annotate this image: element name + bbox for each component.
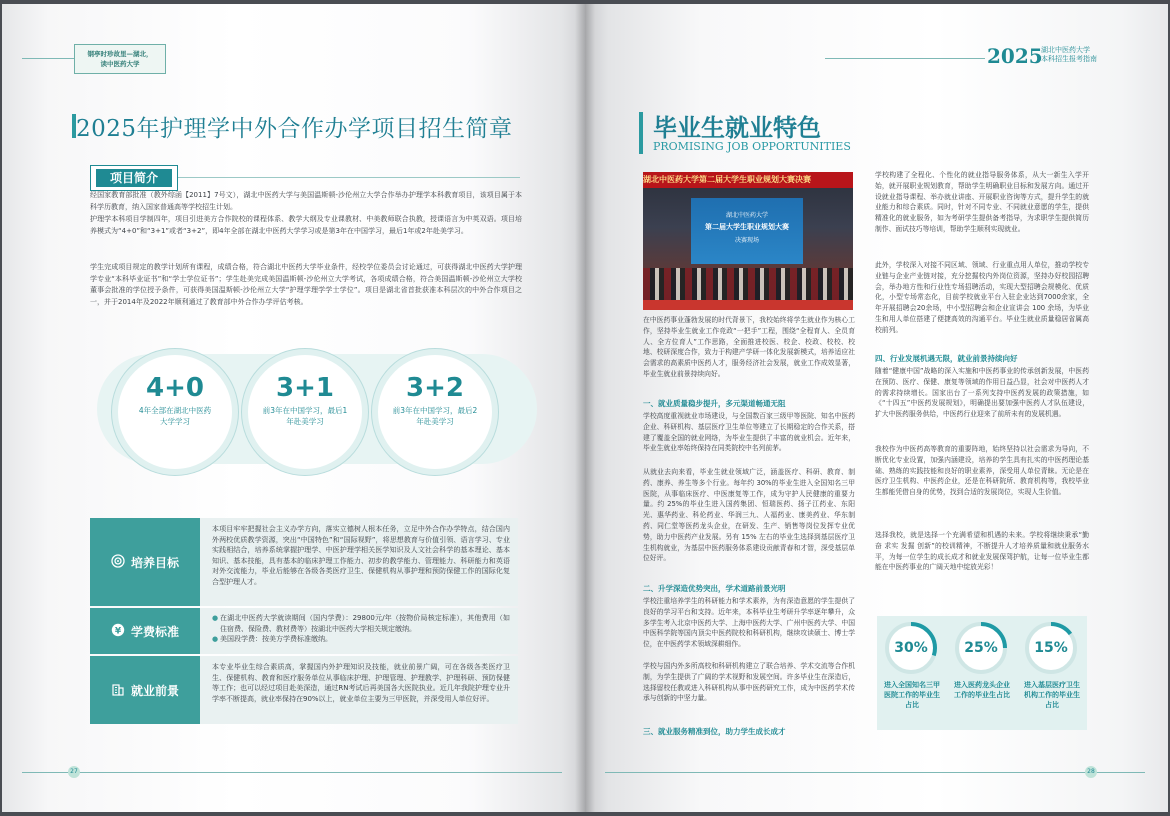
event-photo — [643, 172, 853, 310]
col1-para-1b: 从就业去向来看，毕业生就业领域广泛，涵盖医疗、科研、教育、制药、康养、养生等多个行业。每年约 30%的毕业生进入全国知名三甲医院，从事临床医疗、中医康复等工作，成为守护人民健康的重要力量。约 25%的毕业生进入国药集团、恒瑞医药、扬子江药业、东阳光、惠华药业、科伦药业、华润三九、人福药业、康美药业、华东制药、同仁堂等医药龙头企业，在研发、生产、销售等岗位发挥专业优势，助力中医药产业发展。另有 15% 左右的毕业生选择到基层医疗卫生机构就业，为基层中医药服务体系建设贡献青春和才智，深受基层单位好评。 — [643, 468, 855, 563]
page-number-right: 28 — [1085, 766, 1097, 778]
row-body-tuition — [200, 608, 518, 654]
photo-banner: 湖北中医药大学第二届大学生职业规划大赛决赛 — [643, 172, 853, 188]
mode-3plus2-desc: 前3年在中国学习，最后2年赴美学习 — [392, 406, 478, 426]
footer-rule — [22, 772, 562, 773]
tuition-bullet-2-text: 美国段学费：按美方学费标准缴纳。 — [220, 635, 332, 644]
page-number-left: 27 — [68, 766, 80, 778]
header-school — [1041, 46, 1097, 64]
header-tag-line1: 钢亭时珍故里—湖北， — [87, 50, 153, 58]
photo-screen-line2: 第二届大学生职业规划大赛 — [705, 223, 789, 231]
row-body-employment: 本专业毕业生综合素质高，掌握国内外护理知识及技能，就业前景广阔，可在各级各类医疗卫生、保健机构、教育和医疗服务单位从事临床护理、护理管理、护理教学、护理科研、预防保健等工作；也可以经过项目赴美深造，通过RN考试后再美国各大医院执业。近几年我院护理专业升学率不断提高，就业率保持在90%以上，就业单位主要为三甲医院，并深受用人单位好评。 — [200, 656, 518, 724]
stat-1-value: 30% — [894, 640, 928, 656]
row-label-employment-text: 就业前景 — [130, 683, 179, 698]
brochure-spread — [2, 4, 1168, 812]
stat-1 — [883, 620, 939, 676]
stat-3 — [1023, 620, 1079, 676]
row-label-tuition — [90, 608, 200, 654]
photo-stage-flowers — [643, 300, 853, 310]
header-rule — [22, 58, 74, 59]
col2-para-3: 随着“健康中国”战略的深入实施和中医药事业的传承创新发展，中医药在预防、医疗、保健、康复等领域的作用日益凸显，社会对中医药人才的需求持续增长。国家出台了一系列支持中医药发展的政策措施，如《“十四五”中医药发展规划》，明确提出要加强中医药人才队伍建设，扩大中医药服务供给，中医药行业迎来了前所未有的发展机遇。 — [875, 367, 1089, 419]
svg-text:¥: ¥ — [114, 625, 122, 636]
mode-3plus1-label: 3+1 — [276, 373, 334, 403]
col2-para-5: 选择我校，就是选择一个充满希望和机遇的未来。学校将继续秉承“勤奋 求实 发掘 创新”的校训精神，不断提升人才培养质量和就业服务水平，为每一位学生的成长成才和就业发展保驾护航，让每一位毕业生都能在中医药事业的广阔天地中绽放光彩！ — [875, 531, 1089, 572]
yuan-icon — [111, 623, 125, 640]
subhead-2: 二、升学深造优势突出，学术道路前景光明 — [643, 584, 786, 593]
spine-shadow — [575, 4, 595, 812]
target-icon — [111, 554, 125, 571]
row-body-training-goal: 本项目牢牢把握社会主义办学方向，落实立德树人根本任务，立足中外合作办学特点，结合国内外两校优质教学资源，突出“中国特色”和“国际视野”，将思想教育与价值引领、语言学习、专业实践相结合，培养系统掌握护理学、中医护理学相关医学知识及人文社会科学的基本理论、基本知识、基本技能，具有基本的临床护理工作能力、初步的教学能力、管理能力、科研能力和英语对外交流能力，毕业后能够在各级各类医疗卫生、保健机构从事护理和预防保健工作的国际化复合型护理人才。 — [200, 518, 518, 606]
right-page-subtitle: PROMISING JOB OPPORTUNITIES — [653, 140, 851, 153]
stat-1-desc: 进入全国知名三甲医院工作的毕业生占比 — [884, 681, 940, 709]
mode-circle-3plus1 — [242, 349, 368, 475]
stat-2-desc: 进入医药龙头企业工作的毕业生占比 — [954, 681, 1010, 699]
header-year: 2025 — [987, 44, 1043, 68]
photo-screen — [691, 198, 803, 264]
col1-para-2a: 学校注重培养学生的科研能力和学术素养，为有深造意愿的学生提供了良好的学习平台和支持。近年来，本科毕业生考研升学率逐年攀升，众多学生考入北京中医药大学、上海中医药大学、广州中医药大学、中国中医科学院等国内顶尖中医药院校和科研机构，继续攻读硕士、博士学位，在中医药学术领域深耕细作。 — [643, 597, 855, 649]
section-label — [90, 165, 178, 191]
left-page — [2, 4, 585, 812]
header-tag-line2: 读中医药大学 — [100, 60, 140, 68]
mode-4plus0-desc: 4年全部在湖北中医药大学学习 — [138, 406, 212, 426]
stat-2-value: 25% — [964, 640, 998, 656]
row-label-tuition-text: 学费标准 — [130, 624, 179, 639]
tuition-bullet-1: ● 在湖北中医药大学就读期间（国内学费）：29800元/年（按物价局核定标准），其他费用（如住宿费、保险费、教材费等）按湖北中医药大学相关规定缴纳。 — [212, 614, 510, 633]
right-page-title: 毕业生就业特色 — [653, 113, 821, 142]
stat-3-value: 15% — [1034, 640, 1068, 656]
footer-rule-right — [605, 772, 1145, 773]
stat-2 — [953, 620, 1009, 676]
col2-para-1: 学校构建了全程化、个性化的就业指导服务体系，从大一新生入学开始，就开展职业规划教育，帮助学生明确职业目标和发展方向。通过开设就业指导课程、举办就业讲座、开展职业咨询等方式，提升学生的就业能力和综合素质。同时，针对不同专业、不同就业意愿的学生，提供精准化的就业服务，如为考研学生提供备考指导，为求职学生提供简历制作、面试技巧等培训，帮助学生顺利实现就业。 — [875, 171, 1089, 233]
tuition-bullet-2: ● 美国段学费：按美方学费标准缴纳。 — [212, 635, 332, 644]
intro-paragraph-1: 经国家教育部批准（教外综函【2011】7号文），湖北中医药大学与美国温斯顿-沙伦州立大学合作举办护理学本科教育项目，该项目属于本科学历教育，纳入国家普通高等学校招生计划。 — [90, 191, 522, 211]
header-school-line1: 湖北中医药大学 — [1041, 46, 1090, 54]
header-rule-right — [825, 58, 985, 59]
tuition-bullet-1-text: 在湖北中医药大学就读期间（国内学费）：29800元/年（按物价局核定标准），其他费用（如住宿费、保险费、教材费等）按湖北中医药大学相关规定缴纳。 — [220, 614, 510, 633]
intro-paragraph-3: 学生完成项目规定的教学计划所有课程，成绩合格，符合湖北中医药大学毕业条件，经校学位委员会讨论通过，可获得湖北中医药大学护理学专业“本科毕业证书”和“学士学位证书”；学生赴美完成美国温斯顿-沙伦州立大学考试，各项成绩合格，符合美国温斯顿-沙伦州立大学校董事会批准的学位授予条件，可获得美国温斯顿-沙伦州立大学“护理学理学学士学位”。项目是湖北省首批获准本科层次的中外合作项目之一，并于2014年及2022年顺利通过了教育部中外合作办学评估考核。 — [90, 263, 522, 306]
col1-para-2b: 学校与国内外多所高校和科研机构建立了联合培养、学术交流等合作机制，为学生提供了广阔的学术视野和发展空间。许多毕业生在深造后，选择留校任教或进入科研机构从事中医药研究工作，成为中医药学术传承与创新的中坚力量。 — [643, 662, 855, 703]
mode-circle-3plus2 — [372, 349, 498, 475]
right-page — [585, 4, 1168, 812]
header-school-line2: 本科招生报考指南 — [1041, 55, 1097, 63]
page-title: 2025年护理学中外合作办学项目招生简章 — [76, 116, 513, 142]
subhead-3: 三、就业服务精准到位，助力学生成长成才 — [643, 727, 786, 736]
intro-paragraph-2: 护理学本科项目学制四年，项目引进美方合作院校的课程体系、教学大纲及专业课教材、中美教师联合执教，授课语言为中英双语。项目培养模式为“4+0”和“3+1”或者“3+2”，即4年全部在湖北中医药大学学习或是第3年在中国学习，最后1年或2年赴美学习。 — [90, 215, 522, 235]
photo-screen-line1: 湖北中医药大学 — [725, 212, 768, 219]
header-tag — [74, 44, 166, 74]
subhead-1: 一、就业质量稳步提升，多元渠道畅通无阻 — [643, 399, 786, 408]
row-label-training-goal-text: 培养目标 — [130, 555, 179, 570]
building-icon — [111, 682, 125, 699]
subhead-4: 四、行业发展机遇无限，就业前景持续向好 — [875, 354, 1018, 363]
stat-3-desc: 进入基层医疗卫生机构工作的毕业生占比 — [1024, 681, 1080, 709]
mode-3plus2-label: 3+2 — [406, 373, 464, 403]
photo-screen-line3: 决赛现场 — [734, 237, 759, 244]
mode-3plus1-desc: 前3年在中国学习，最后1年赴美学习 — [262, 406, 348, 426]
col1-intro: 在中医药事业蓬勃发展的时代背景下，我校始终将学生就业作为核心工作，坚持毕业生就业工作竞政“一把手”工程，围绕“全程育人、全员育人、全方位育人”工作思路，全面推进校医、校企、校政、校校、校地、校研深度合作，致力于构建产学研一体化发展新模式，培养适应社会需求的高素质中医药人才，服务经济社会发展，就业工作成效显著，毕业生就业前景持续向好。 — [643, 316, 855, 378]
row-label-training-goal — [90, 518, 200, 606]
section-label-text: 项目简介 — [96, 169, 172, 187]
right-title-bar — [639, 112, 643, 154]
mode-4plus0-label: 4+0 — [146, 373, 204, 403]
mode-circle-4plus0 — [112, 349, 238, 475]
row-label-employment — [90, 656, 200, 724]
col1-para-1a: 学校高度重视就业市场建设，与全国数百家三级甲等医院、知名中医药企业、科研机构、基层医疗卫生单位等建立了长期稳定的合作关系，搭建了覆盖全国的就业网络，为毕业生提供了丰富的就业机会。近年来，毕业生就业率始终保持在同类院校中名列前茅。 — [643, 412, 855, 453]
col2-para-2: 此外，学校深入对接不同区域、领域、行业重点用人单位，推动学校专业链与企业产业链对接，充分挖掘校内外岗位资源，坚持办好校园招聘会，举办地方性和行业性专场招聘活动，实现大型招聘会规模化、优质化，小型专场常态化，目前学校就业平台入驻企业达到7000余家，全年开展招聘会20余场，中小型招聘会和企业宣讲会 100 余场，为毕业生和用人单位搭建了便捷高效的沟通平台。毕业生就业质量稳居省属高校前列。 — [875, 261, 1089, 334]
col2-para-4: 我校作为中医药高等教育的重要阵地，始终坚持以社会需求为导向，不断优化专业设置，加强内涵建设，培养的学生具有扎实的中医药理论基础、熟练的实践技能和良好的职业素养，深受用人单位青睐。无论是在医疗卫生机构、中医药企业，还是在科研院所、教育机构等，我校毕业生都能凭借自身的优势，找到合适的发展岗位，实现人生价值。 — [875, 445, 1089, 497]
